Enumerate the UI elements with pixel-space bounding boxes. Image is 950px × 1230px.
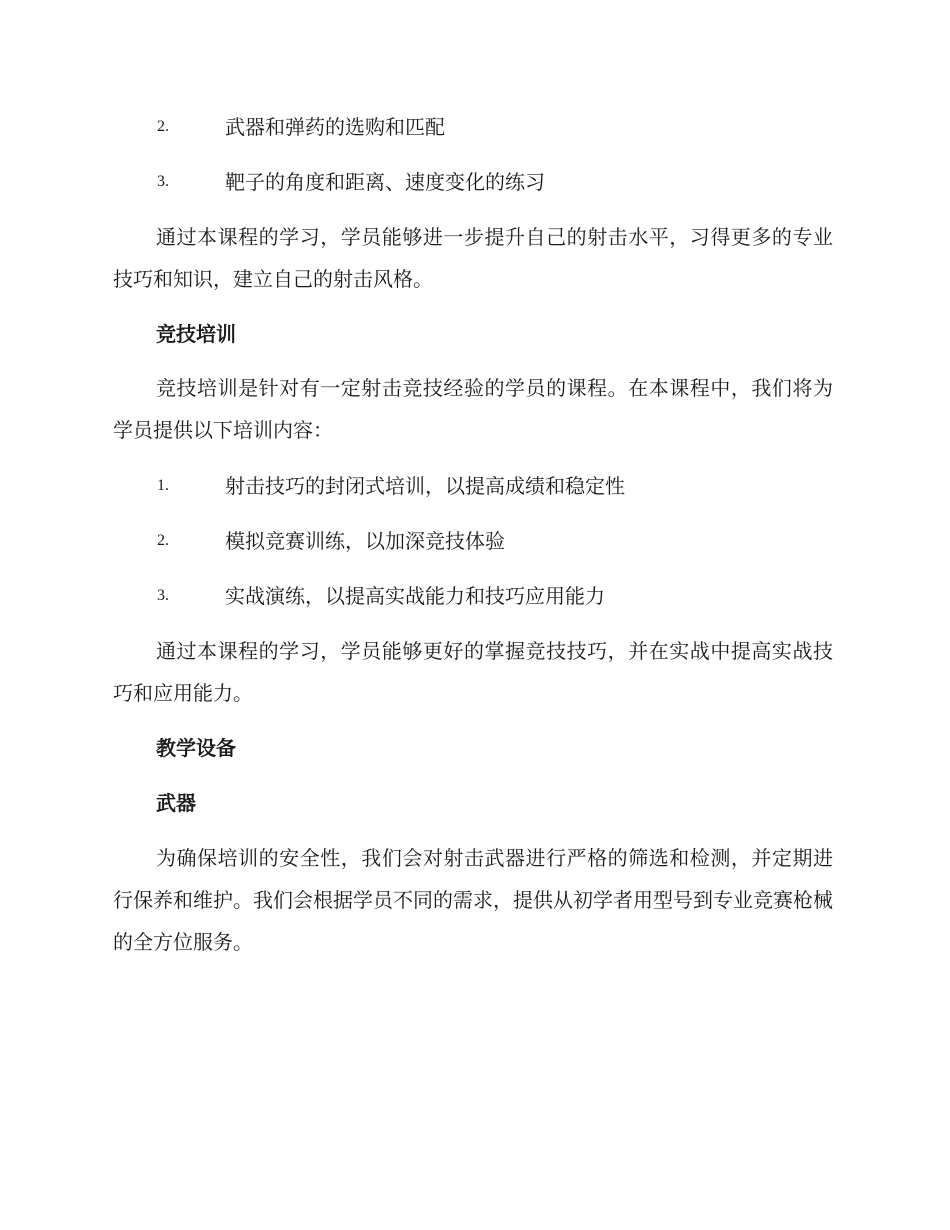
- list-item: [0, 472, 950, 500]
- list-item: [0, 168, 950, 196]
- list-item: [0, 582, 950, 610]
- list-number: 3.: [157, 587, 169, 604]
- list-text: 武器和弹药的选购和匹配: [225, 115, 445, 139]
- section-heading-equipment: 教学设备: [156, 736, 236, 760]
- list-number: 3.: [157, 173, 169, 190]
- list-item: [0, 113, 950, 141]
- list-number: 2.: [157, 118, 169, 135]
- list-text: 靶子的角度和距离、速度变化的练习: [225, 170, 545, 194]
- section-heading-competition: 竞技培训: [156, 322, 236, 346]
- paragraph-advanced-summary: 通过本课程的学习，学员能够进一步提升自己的射击水平，习得更多的专业技巧和知识，建立自己的射击风格。: [113, 225, 833, 291]
- list-text: 射击技巧的封闭式培训，以提高成绩和稳定性: [225, 474, 625, 498]
- list-text: 模拟竞赛训练，以加深竞技体验: [225, 529, 505, 553]
- paragraph-competition-summary: 通过本课程的学习，学员能够更好的掌握竞技技巧，并在实战中提高实战技巧和应用能力。: [113, 639, 833, 705]
- list-number: 2.: [157, 532, 169, 549]
- subsection-heading-weapons: 武器: [156, 791, 196, 815]
- list-text: 实战演练，以提高实战能力和技巧应用能力: [225, 584, 605, 608]
- list-number: 1.: [157, 477, 169, 494]
- paragraph-competition-intro: 竞技培训是针对有一定射击竞技经验的学员的课程。在本课程中，我们将为学员提供以下培训内容：: [113, 376, 833, 442]
- list-item: [0, 527, 950, 555]
- paragraph-weapons: 为确保培训的安全性，我们会对射击武器进行严格的筛选和检测，并定期进行保养和维护。我们会根据学员不同的需求，提供从初学者用型号到专业竞赛枪械的全方位服务。: [113, 846, 833, 954]
